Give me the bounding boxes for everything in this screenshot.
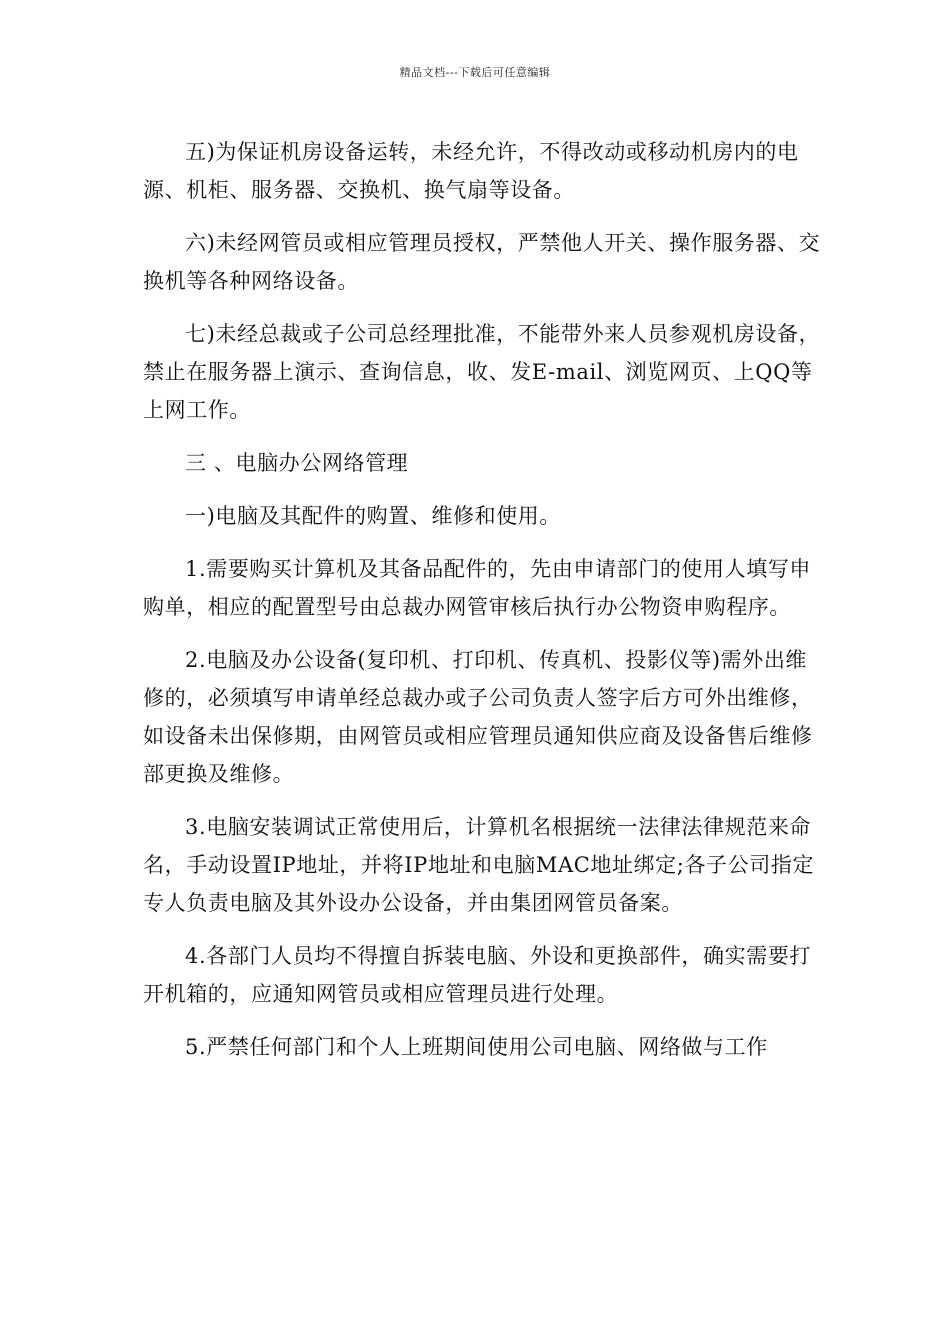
list-item-2: 2.电脑及办公设备(复印机、打印机、传真机、投影仪等)需外出维修的，必须填写申请单经总裁办或子公司负责人签字后方可外出维修，如设备未出保修期，由网管员或相应管理员通知供应商及设备售后维修部更换及维修。 [143,648,813,786]
paragraph-5: 五)为保证机房设备运转，未经允许，不得改动或移动机房内的电源、机柜、服务器、交换机、换气扇等设备。 [143,140,799,202]
list-item-3: 3.电脑安装调试正常使用后，计算机名根据统一法律法律规范来命名，手动设置IP地址，并将IP地址和电脑MAC地址绑定;各子公司指定专人负责电脑及其外设办公设备，并由集团网管员备案。 [143,815,815,915]
document-body [143,133,823,1081]
page-header: 精品文档---下载后可任意编辑 [399,66,551,79]
list-item-5: 5.严禁任何部门和个人上班期间使用公司电脑、网络做与工作 [185,1035,768,1059]
section-heading-3: 三 、电脑办公网络管理 [185,451,409,475]
list-item-4: 4.各部门人员均不得擅自拆装电脑、外设和更换部件，确实需要打开机箱的，应通知网管员或相应管理员进行处理。 [143,944,812,1006]
subsection-heading-1: 一)电脑及其配件的购置、维修和使用。 [185,504,561,528]
paragraph-7: 七)未经总裁或子公司总经理批准，不能带外来人员参观机房设备，禁止在服务器上演示、查询信息，收、发E-mail、浏览网页、上QQ等上网工作。 [143,322,821,422]
list-item-1: 1.需要购买计算机及其备品配件的，先由申请部门的使用人填写申购单，相应的配置型号由总裁办网管审核后执行办公物资申购程序。 [143,557,812,619]
paragraph-6: 六)未经网管员或相应管理员授权，严禁他人开关、操作服务器、交换机等各种网络设备。 [143,231,821,293]
